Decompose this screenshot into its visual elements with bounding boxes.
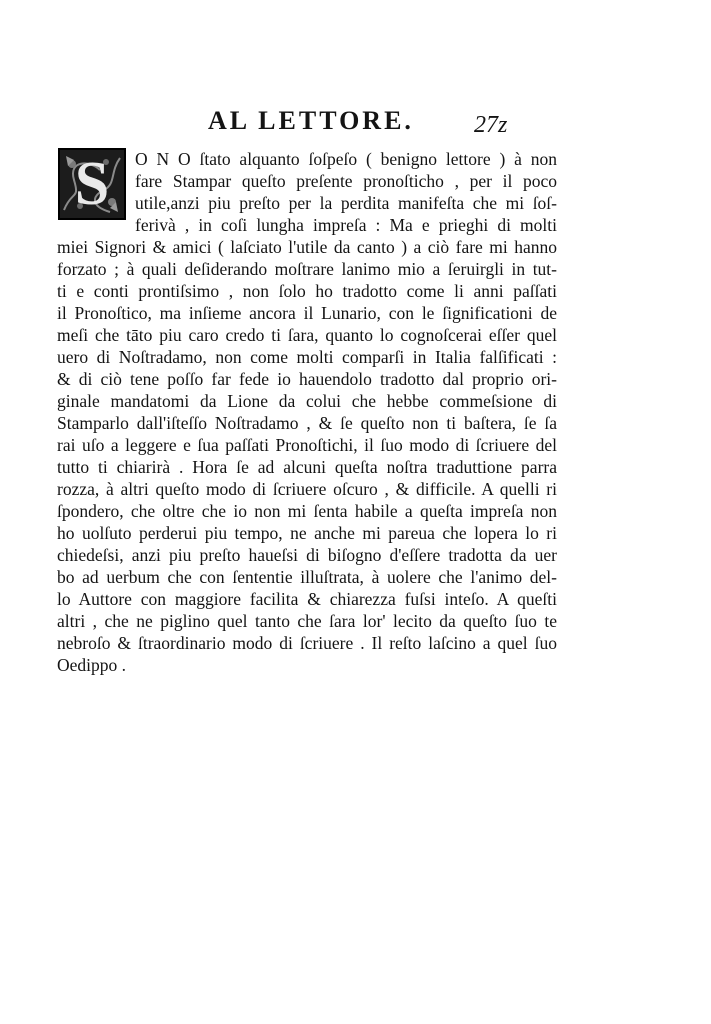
text-line: chiedeſsi, anzi piu preſto haueſsi di biſogno d'eſſere tradotta da uer <box>57 545 557 565</box>
folio-number: 27z <box>474 112 508 138</box>
text-line: rozza, à altri queſto modo di ſcriuere oſcuro , & difficile. A quelli ri <box>57 479 557 499</box>
text-line: ti e conti prontiſsimo , non ſolo ho tradotto come li anni paſſati <box>57 281 557 301</box>
text-line: ginale mandatomi da Lione da colui che hebbe commeſsione di <box>57 391 557 411</box>
text-line: utile,anzi piu preſto per la perdita manifeſta che mi ſoſ- <box>135 193 557 213</box>
text-line: altri , che ne piglino quel tanto che ſara lor' lecito da queſto ſuo te <box>57 611 557 631</box>
text-line: ho uolſuto perderui piu tempo, ne anche mi pareua che lopera lo ri <box>57 523 557 543</box>
text-line: O N O ſtato alquanto ſoſpeſo ( benigno lettore ) à non <box>135 149 557 169</box>
text-line: ferivà , in coſi lungha impreſa : Ma e prieghi di molti <box>135 215 557 235</box>
text-line: meſi che tāto piu caro credo ti ſara, quanto lo cognoſcerai eſſer quel <box>57 325 557 345</box>
text-line: lo Auttore con maggiore facilita & chiarezza fuſsi inteſo. A queſti <box>57 589 557 609</box>
text-line: fare Stampar queſto preſente pronoſticho , per il poco <box>135 171 557 191</box>
text-line: uero di Noſtradamo, non come molti comparſi in Italia falſificati : <box>57 347 557 367</box>
text-line: forzato ; à quali deſiderando moſtrare lanimo mio a ſeruirgli in tut- <box>57 259 557 279</box>
decorated-initial <box>58 148 126 220</box>
text-line: nebroſo & ſtraordinario modo di ſcriuere . Il reſto laſcino a quel ſuo <box>57 633 557 653</box>
text-line: rai uſo a leggere e ſua paſſati Pronoſtichi, il ſuo modo di ſcriuere del <box>57 435 557 455</box>
text-line: & di ciò tene poſſo far fede io hauendolo tradotto dal proprio ori- <box>57 369 557 389</box>
text-line: miei Signori & amici ( laſciato l'utile da canto ) a ciò fare mi hanno <box>57 237 557 257</box>
page-heading: AL LETTORE. <box>208 106 414 135</box>
drop-cap-letter: S <box>74 150 110 218</box>
text-line: tutto ti chiarirà . Hora ſe ad alcuni queſta noſtra traduttione parra <box>57 457 557 477</box>
text-line: Stamparlo dall'iſteſſo Noſtradamo , & ſe queſto non ti baſtera, ſe ſa <box>57 413 557 433</box>
text-line-last: Oedippo . <box>57 655 127 675</box>
text-line: ſpondero, che oltre che io non mi ſenta habile a queſta impreſa non <box>57 501 557 521</box>
text-line: il Pronoſtico, ma inſieme ancora il Lunario, con le ſignificationi de <box>57 303 557 323</box>
text-line: bo ad uerbum che con ſententie illuſtrata, à uolere che l'animo del- <box>57 567 557 587</box>
